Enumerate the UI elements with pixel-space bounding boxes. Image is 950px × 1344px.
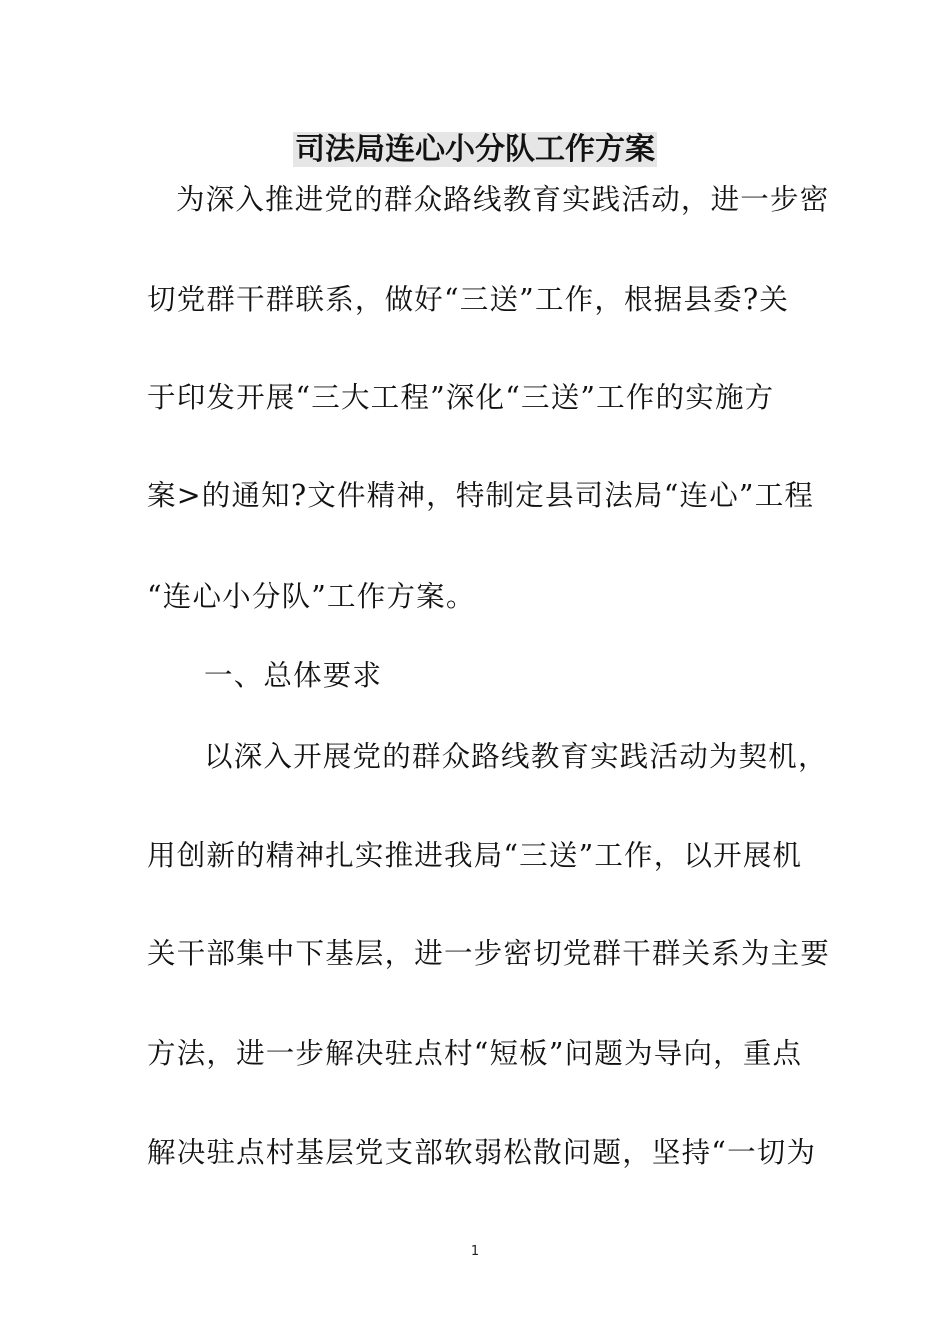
paragraph-line: 方法，进一步解决驻点村“短板”问题为导向，重点 <box>147 1037 803 1070</box>
paragraph-line: 用创新的精神扎实推进我局“三送”工作，以开展机 <box>147 839 803 872</box>
paragraph-line: 于印发开展“三大工程”深化“三送”工作的实施方 <box>147 381 775 414</box>
page-number: 1 <box>470 1244 480 1259</box>
document-title-text: 司法局连心小分队工作方案 <box>295 132 655 167</box>
paragraph-line: 切党群干群联系，做好“三送”工作，根据县委?关 <box>147 283 790 316</box>
paragraph-line: 案>的通知?文件精神，特制定县司法局“连心”工程 <box>147 479 815 512</box>
section-heading: 一、总体要求 <box>204 659 383 692</box>
paragraph-line: 解决驻点村基层党支部软弱松散问题，坚持“一切为 <box>147 1136 817 1169</box>
paragraph-line: 以深入开展党的群众路线教育实践活动为契机， <box>204 740 828 773</box>
paragraph-line: “连心小分队”工作方案。 <box>147 580 476 613</box>
document-title <box>0 130 950 170</box>
paragraph-line: 关干部集中下基层，进一步密切党群干群关系为主要 <box>147 937 831 970</box>
paragraph-line: 为深入推进党的群众路线教育实践活动，进一步密 <box>176 183 830 216</box>
